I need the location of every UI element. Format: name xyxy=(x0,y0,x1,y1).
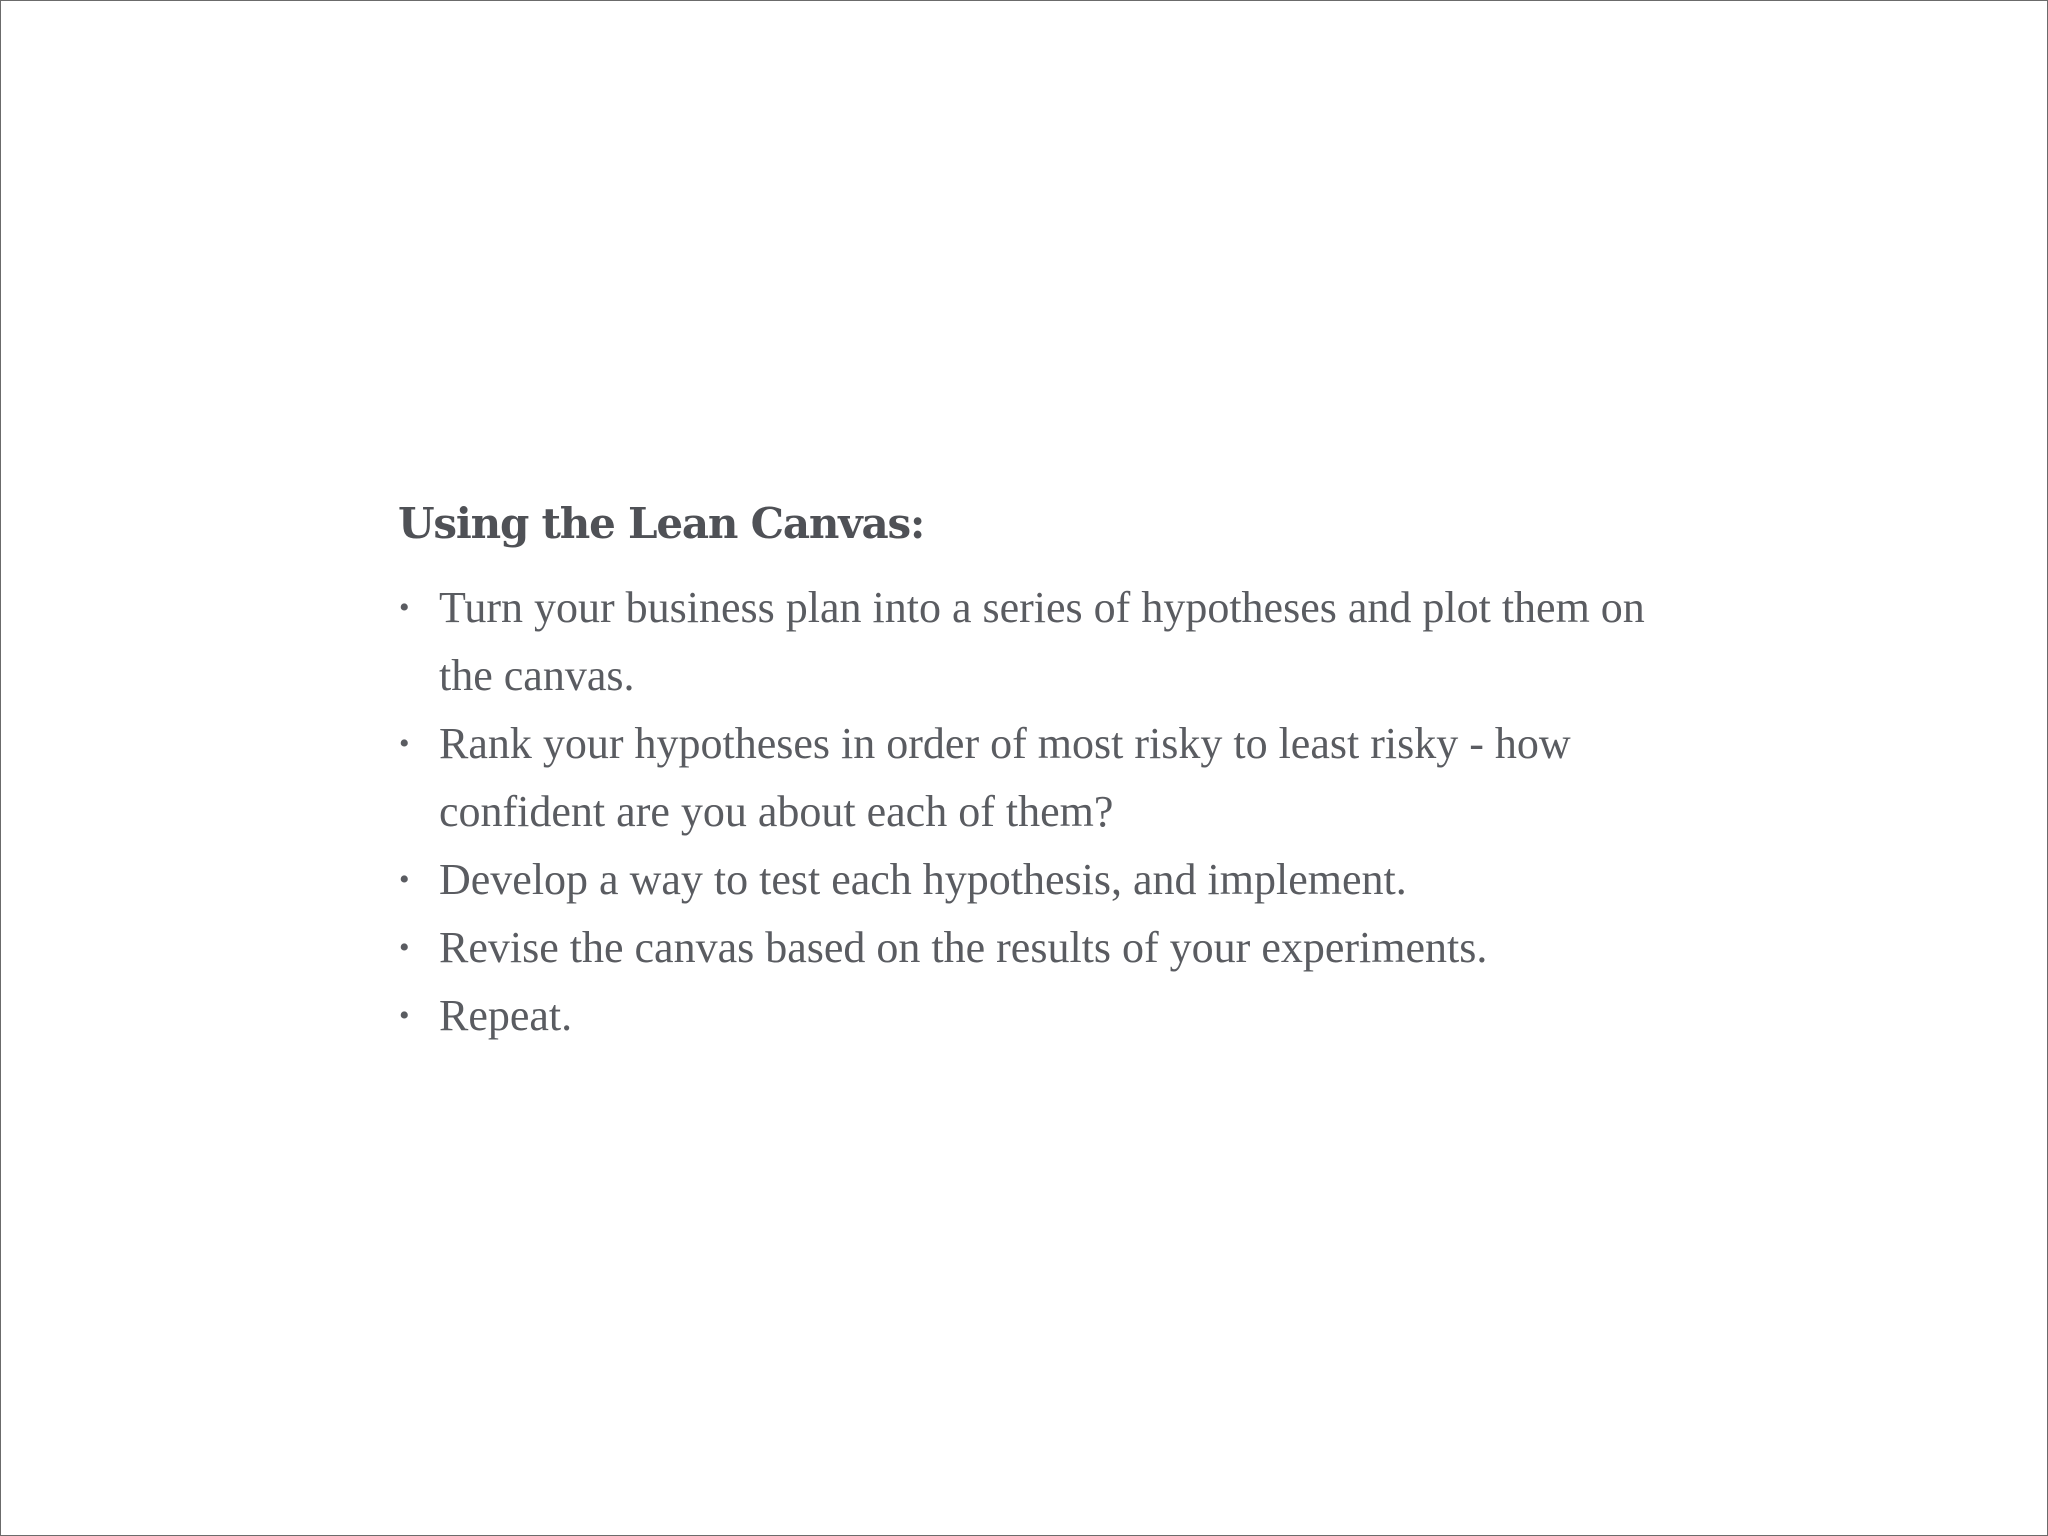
bullet-icon: • xyxy=(399,591,410,624)
list-item-text: Repeat. xyxy=(439,991,573,1040)
list-item-text: Develop a way to test each hypothesis, and implement. xyxy=(439,855,1407,904)
page-heading: Using the Lean Canvas: xyxy=(398,499,925,548)
list-item xyxy=(398,710,1698,846)
bullet-icon: • xyxy=(399,863,410,896)
bullet-icon: • xyxy=(399,999,410,1032)
bullet-icon: • xyxy=(399,931,410,964)
list-item xyxy=(398,574,1698,710)
bullet-icon: • xyxy=(399,727,410,760)
list-item-text: Turn your business plan into a series of hypotheses and plot them on the canvas. xyxy=(439,583,1645,700)
bullet-list xyxy=(398,574,1698,1050)
list-item xyxy=(398,914,1698,982)
content-block xyxy=(398,495,1698,1050)
list-item-text: Revise the canvas based on the results of your experiments. xyxy=(439,923,1488,972)
list-item xyxy=(398,846,1698,914)
list-item-text: Rank your hypotheses in order of most risky to least risky - how confident are you about each of them? xyxy=(439,719,1571,836)
list-item xyxy=(398,982,1698,1050)
